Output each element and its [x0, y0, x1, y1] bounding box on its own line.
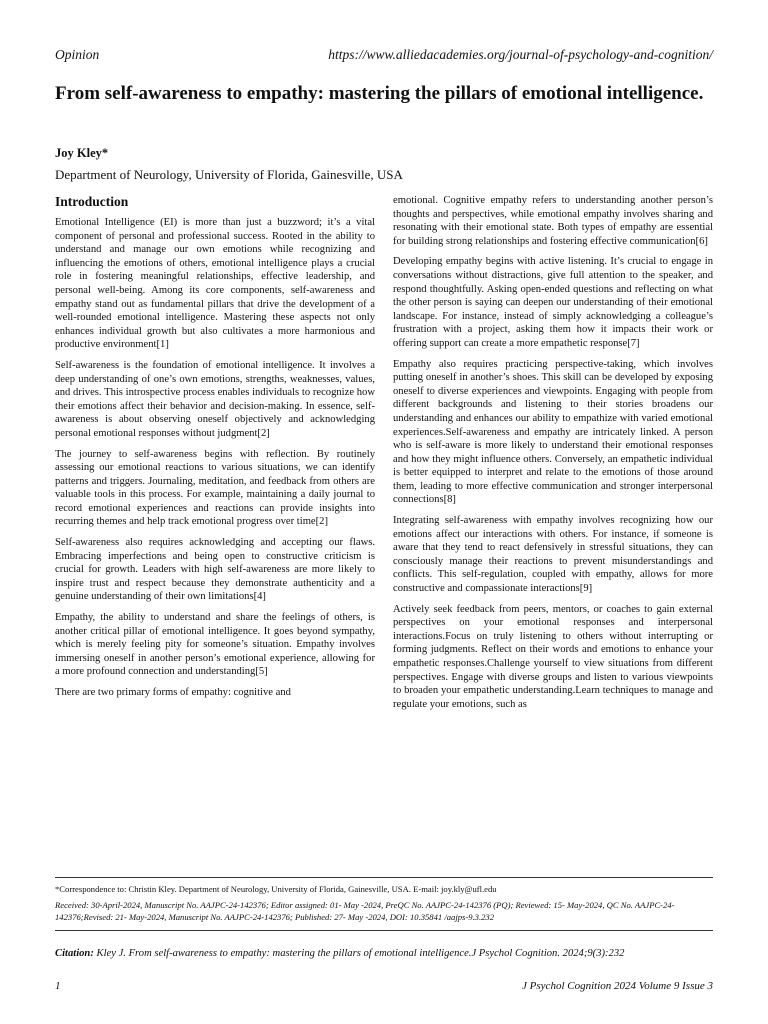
correspondence-note: *Correspondence to: Christin Kley. Department of Neurology, University of Florida, Gainesville, USA. E-mail: joy.kly@ufl.edu [55, 884, 497, 894]
left-column [55, 194, 375, 707]
paragraph: Emotional Intelligence (EI) is more than just a buzzword; it’s a vital component of personal and professional success. Rooted in the ability to understand and manage our own emotions while recognizing and influencing the emotions of others, emotional intelligence plays a crucial role in fostering meaningful relationships, effective leadership, and personal well-being. Among its core components, self-awareness and empathy stand out as fundamental pillars that drive the development of a well-rounded emotional intelligence. Mastering these aspects not only enhances individual growth but also cultivates a more harmonious and productive environment[1] [55, 217, 375, 351]
citation-text: Kley J. From self-awareness to empathy: mastering the pillars of emotional intelligence.J Psychol Cognition. 2024;9(3):232 [93, 948, 625, 959]
paragraph: emotional. Cognitive empathy refers to understanding another person’s thoughts and perspectives, while emotional empathy involves sharing and resonating with their emotional state. Both types of empathy are essential for building strong relationships and fostering effective communication[6] [393, 195, 713, 247]
paragraph: Developing empathy begins with active listening. It’s crucial to engage in conversations without distractions, give full attention to the speaker, and respond thoughtfully. Asking open-ended questions and reflecting on what the other person is saying can deepen our understanding of their emotional landscape. For instance, instead of simply acknowledging a colleague’s frustration with a project, asking them how it impacts their work or offering support can create a more empathetic response[7] [393, 256, 713, 349]
section-label: Opinion [55, 47, 100, 62]
journal-url[interactable]: https://www.alliedacademies.org/journal-of-psychology-and-cognition/ [328, 47, 713, 62]
paragraph: There are two primary forms of empathy: cognitive and [55, 687, 291, 698]
paragraph: Self-awareness also requires acknowledging and accepting our flaws. Embracing imperfections and being open to constructive criticism is crucial for growth. Leaders with high self-awareness are more likely to inspire trust and respect because they demonstrate authenticity and a genuine understanding of their own limitations[4] [55, 537, 375, 603]
paragraph: Empathy, the ability to understand and share the feelings of others, is another critical pillar of emotional intelligence. It goes beyond sympathy, which is merely feeling pity for someone’s situation. Empathy involves immersing oneself in another person’s emotional experience, allowing for a more profound connection and understanding[5] [55, 612, 375, 678]
manuscript-dates: Received: 30-April-2024, Manuscript No. AAJPC-24-142376; Editor assigned: 01- May -2024, PreQC No. AAJPC-24-142376 (PQ); Reviewed: 15- May-2024, QC No. AAJPC-24-142376;Revised: 21- May-2024, Manuscript No. AAJPC-24-142376; Published: 27- May -2024, DOI: 10.35841 /aajps-9.3.232 [55, 900, 675, 922]
paragraph: Integrating self-awareness with empathy involves recognizing how our emotions affect our interactions with others. For instance, if someone is aware that they tend to react defensively in stressful situations, they can consciously manage their reactions to prevent misunderstandings and conflicts. This self-regulation, coupled with empathy, allows for more constructive and compassionate interactions[9] [393, 515, 713, 595]
author-affiliation: Department of Neurology, University of Florida, Gainesville, USA [55, 167, 403, 182]
right-column [393, 194, 713, 718]
article-title: From self-awareness to empathy: mastering the pillars of emotional intelligence. [55, 83, 704, 104]
paragraph: The journey to self-awareness begins with reflection. By routinely assessing our emotional reactions to various situations, we can identify patterns and triggers. Journaling, meditation, and feedback from others are valuable tools in this process. For example, maintaining a daily journal to record emotional experiences and reactions can provide insights into recurring themes and help track emotional progress over time[2] [55, 448, 375, 528]
citation [55, 948, 713, 959]
citation-divider [55, 930, 713, 931]
page-number: 1 [55, 980, 61, 992]
citation-label: Citation: [55, 948, 94, 959]
section-heading: Introduction [55, 194, 129, 209]
paragraph: Self-awareness is the foundation of emotional intelligence. It involves a deep understanding of one’s own emotions, strengths, weaknesses, values, and drives. This introspective process enables individuals to recognize how their emotions affect their behavior and decision-making. In essence, self-awareness is about observing oneself objectively and acknowledging personal emotional responses without judgment[2] [55, 359, 375, 439]
paragraph: Empathy also requires practicing perspective-taking, which involves putting oneself in another’s shoes. This skill can be developed by exposing oneself to diverse experiences and viewpoints. Engaging with people from different backgrounds and listening to their stories broadens our understanding and enhances our ability to empathize with varied emotional experiences.Self-awareness and empathy are intricately linked. A person who is self-aware is more likely to understand their emotional responses and how they might influence others. Conversely, an empathetic individual is better equipped to interpret and relate to the emotions of those around them, leading to more effective communication and stronger interpersonal connections[8] [393, 358, 713, 506]
article-page [55, 0, 713, 1024]
body-columns [55, 194, 713, 850]
footnote-divider [55, 877, 713, 878]
author-name: Joy Kley* [55, 146, 109, 160]
journal-issue: J Psychol Cognition 2024 Volume 9 Issue 3 [522, 980, 713, 992]
paragraph: Actively seek feedback from peers, mentors, or coaches to gain external perspectives on your emotional responses and interpersonal interactions.Focus on truly listening to others without interrupting or forming judgments. Reflect on their words and emotions to enhance your empathetic responses.Challenge yourself to view situations from different perspectives. Engage with diverse groups and listen to various viewpoints to broaden your empathetic understanding.Learn techniques to manage and regulate your emotions, such as [393, 603, 713, 710]
